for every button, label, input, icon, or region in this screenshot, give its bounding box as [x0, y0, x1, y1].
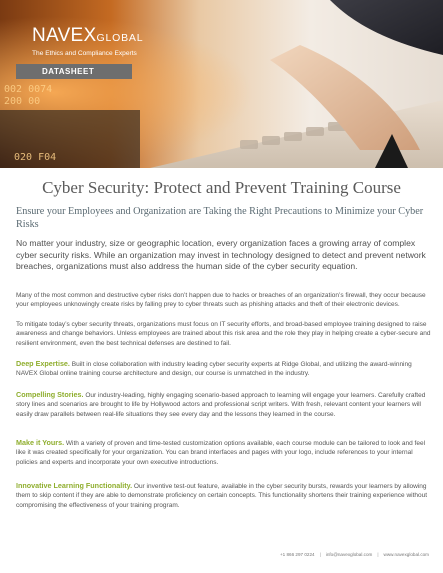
page-subtitle: Ensure your Employees and Organization are Taking the Right Precautions to Minimize your Cyber Risks — [16, 206, 424, 230]
feature-deep-expertise — [16, 359, 432, 379]
footer-contact — [280, 552, 429, 557]
feature-heading: Deep Expertise. — [16, 359, 70, 368]
hero-digits-1: 002 0074 — [4, 84, 53, 95]
feature-text: Our industry-leading, highly engaging scenario-based approach to learning will engage your learners. Carefully crafted story lines and scenarios are brought to life by Hollywood actors and professional script writers. With fresh, relevant content your learners will easily draw parallels between real-life situations they see every day and the lessons they learned in the course. — [16, 392, 426, 418]
hero-banner — [0, 0, 443, 168]
logo-brand: NAVEX — [32, 25, 97, 46]
feature-compelling-stories — [16, 390, 432, 419]
feature-innovative-learning — [16, 481, 432, 510]
datasheet-label: DATASHEET — [16, 64, 132, 79]
feature-text: Our inventive test-out feature, available in the cyber security bursts, rewards your learners by allowing them to skip content if they are able to demonstrate proficiency on certain concepts. This functionality shortens their training experience without compromising the effectiveness of your training program. — [16, 483, 428, 509]
feature-text: With a variety of proven and time-tested customization options available, each course module can be tailored to look and feel like it was created specifically for your organization. You can brand interfaces and pages with your logo, include references to your internal policies and experts and incorporate your own executive introductions. — [16, 440, 426, 466]
footer-separator: | — [377, 552, 379, 557]
footer-email[interactable]: info@navexglobal.com — [325, 552, 373, 557]
page-title: Cyber Security: Protect and Prevent Training Course — [42, 178, 401, 197]
intro-paragraph: No matter your industry, size or geographic location, every organization faces a growing array of complex cyber security risks. While an organization may invest in technology designed to detect and prevent network breaches, organizations must also address the human side of the cyber security equation. — [16, 238, 426, 271]
footer-website[interactable]: www.navexglobal.com — [383, 552, 429, 557]
feature-heading: Make it Yours. — [16, 438, 65, 447]
navex-logo — [32, 26, 162, 57]
body-paragraph: Many of the most common and destructive cyber risks don’t happen due to hacks or breaches of an organization’s firewall, they occur because your employees unknowingly create risks by falling prey to cyber threats such as phishing attacks and theft of their electronic devices. — [16, 292, 426, 309]
body-paragraph: To mitigate today’s cyber security threats, organizations must focus on IT security efforts, and broad-based employee training designed to raise awareness and change behaviors. Unless employees are trained about this risk area and the role they play in helping create a cyber-secure and resilient environment, even the best technical defenses are destined to fail. — [16, 321, 431, 347]
feature-heading: Compelling Stories. — [16, 390, 84, 399]
logo-wordmark — [32, 26, 162, 48]
hero-digits-3: 020 F04 — [14, 152, 57, 163]
feature-make-it-yours — [16, 438, 432, 467]
hero-digits-2: 200 00 — [4, 96, 41, 107]
footer-phone: +1 866 297 0224 — [279, 552, 315, 557]
footer-separator: | — [319, 552, 321, 557]
logo-tagline: The Ethics and Compliance Experts — [32, 50, 137, 57]
feature-heading: Innovative Learning Functionality. — [16, 481, 133, 490]
feature-text: Built in close collaboration with industry leading cyber security experts at Ridge Global, and utilizing the award-winning NAVEX Global online training course architecture and design, our course is unmatched in the industry. — [16, 361, 412, 378]
logo-suffix: GLOBAL — [96, 32, 144, 44]
